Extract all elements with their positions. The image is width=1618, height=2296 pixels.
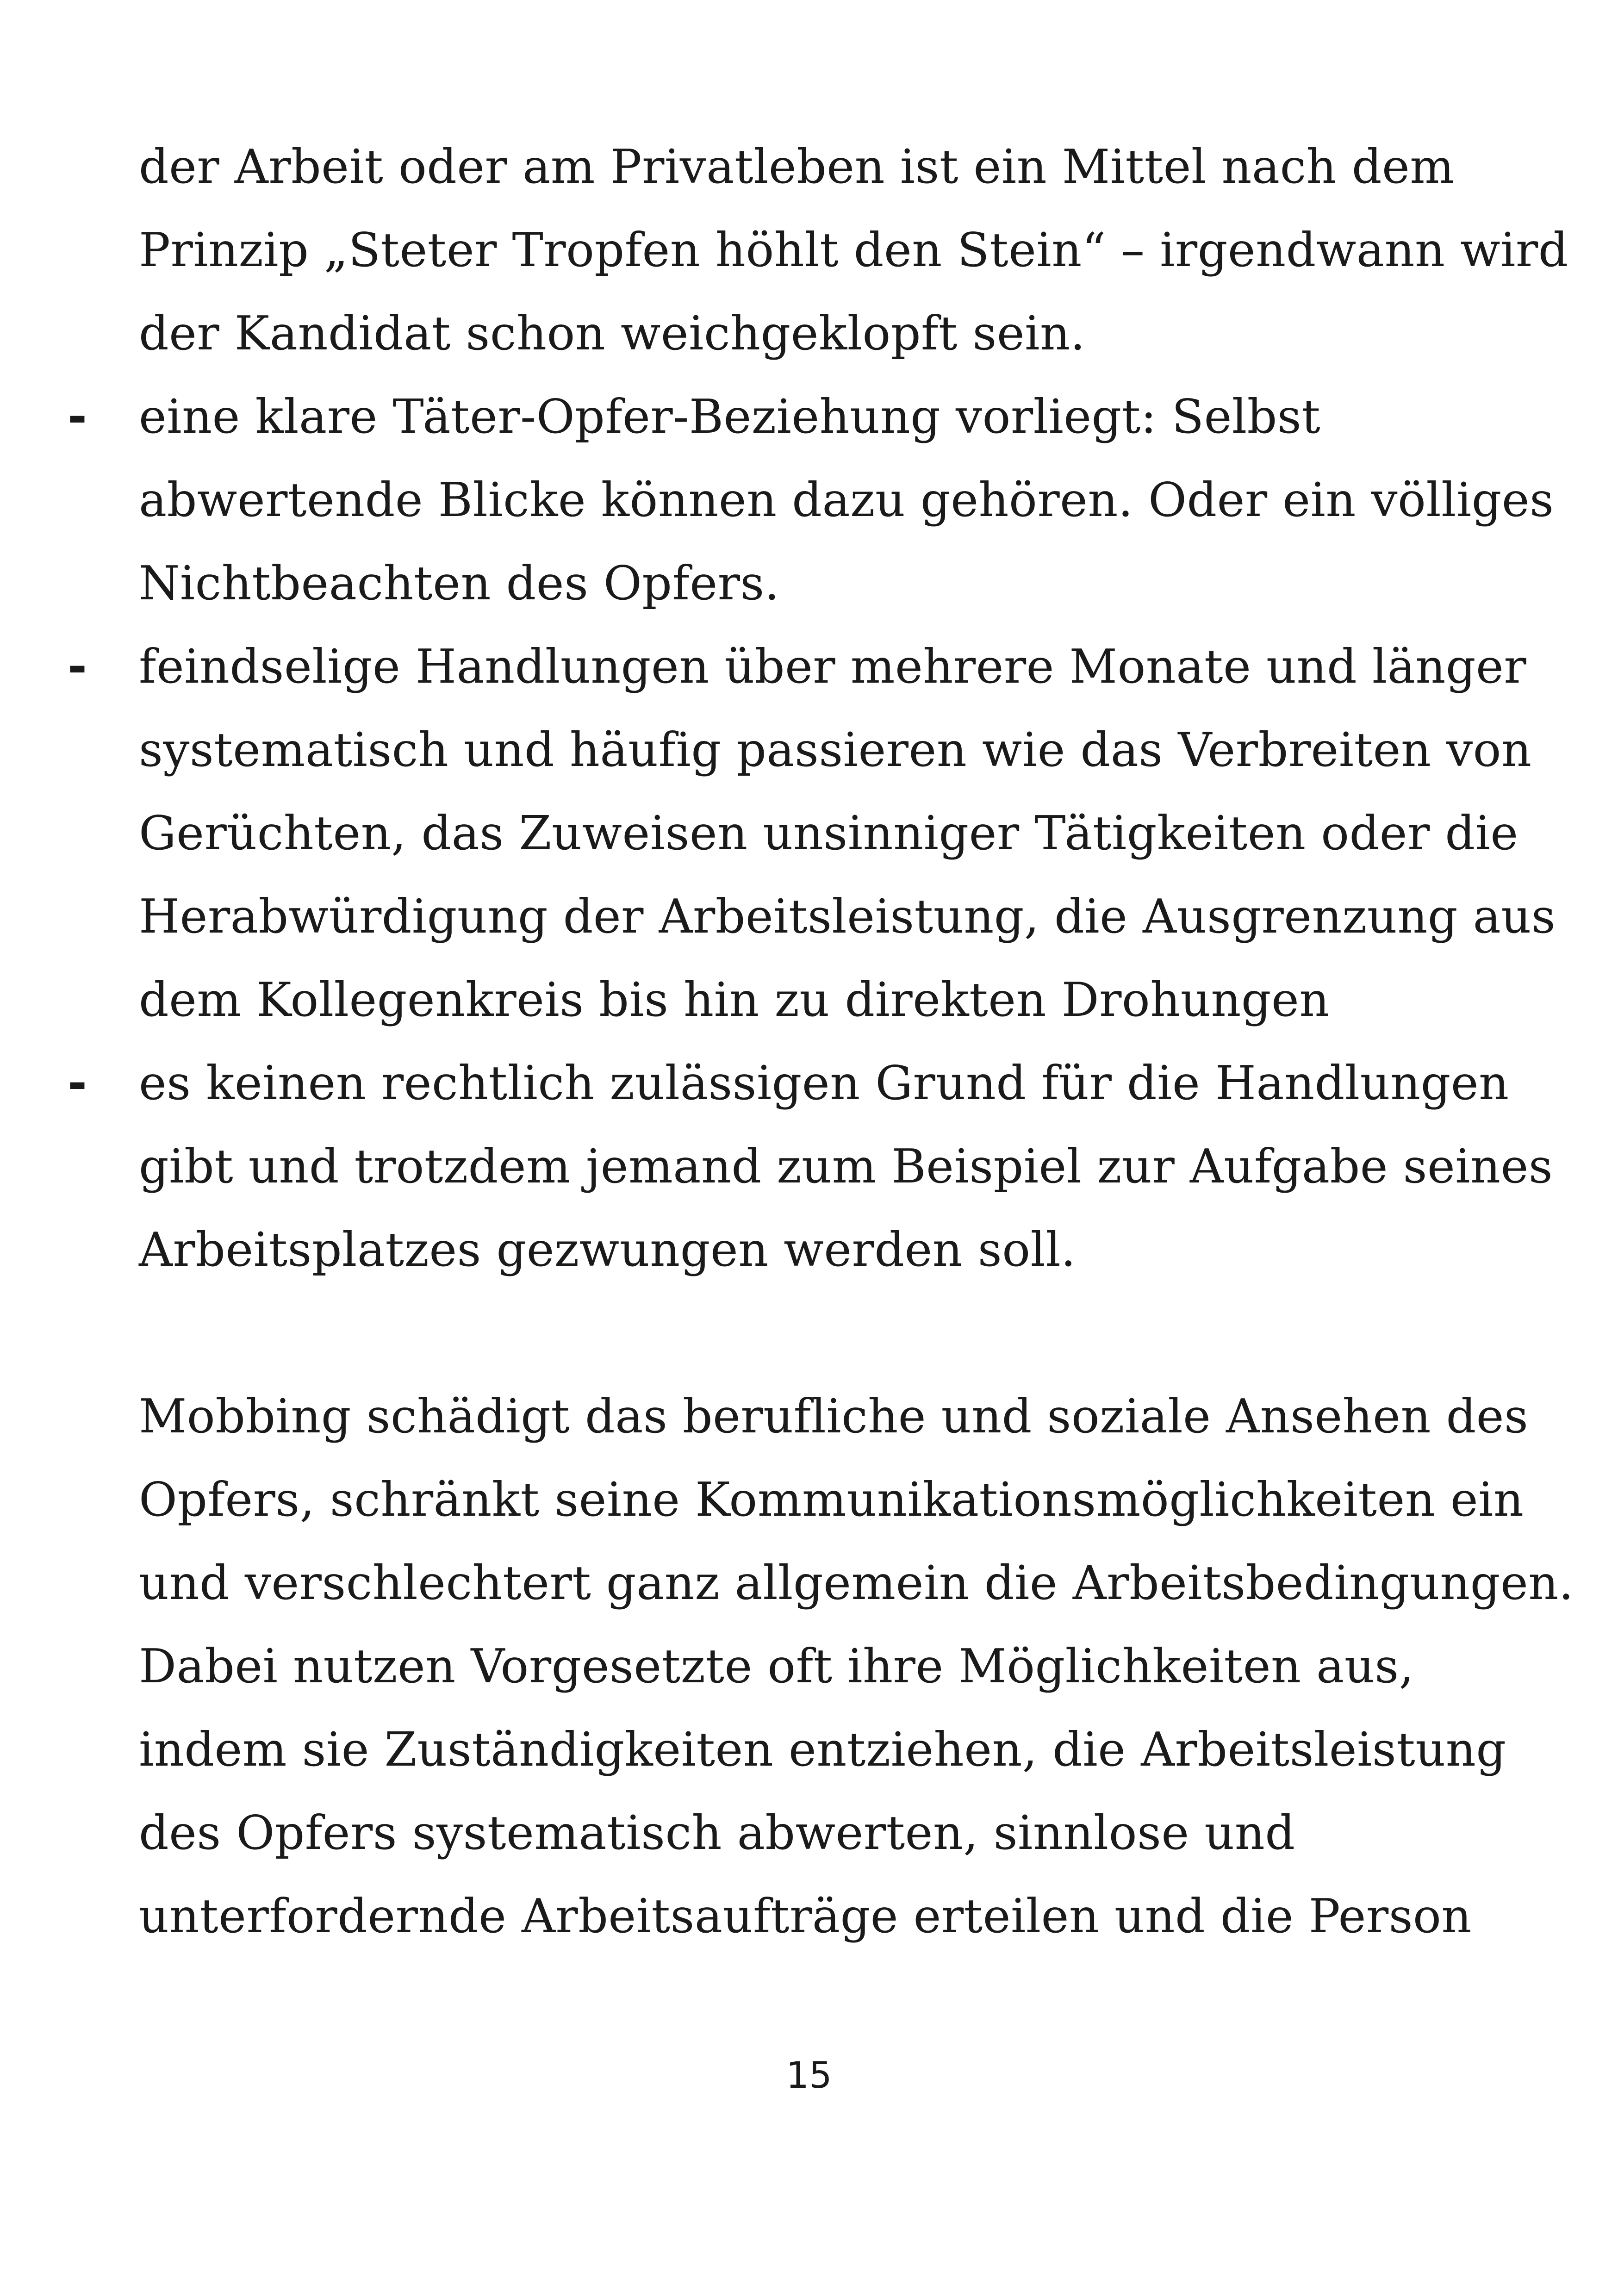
bullet-item [139,625,1556,1041]
text-line: Arbeitsplatzes gezwungen werden soll. [139,1222,1076,1277]
text-line: der Arbeit oder am Privatleben ist ein Mittel nach dem [139,139,1455,194]
text-line: es keinen rechtlich zulässigen Grund für die Handlungen [139,1056,1509,1110]
dash-bullet-marker: - [68,639,87,694]
text-line: Opfers, schränkt seine Kommunikationsmöglichkeiten ein [139,1472,1524,1527]
text-line: Gerüchten, das Zuweisen unsinniger Tätigkeiten oder die [139,806,1518,860]
body-paragraph [139,1375,1574,1958]
text-line: und verschlechtert ganz allgemein die Arbeitsbedingungen. [139,1556,1574,1610]
text-line: gibt und trotzdem jemand zum Beispiel zur Aufgabe seines [139,1139,1553,1194]
bullet-item [139,1041,1553,1291]
text-line: dem Kollegenkreis bis hin zu direkten Drohungen [139,972,1330,1027]
text-line: Mobbing schädigt das berufliche und soziale Ansehen des [139,1389,1529,1444]
continuation-text [139,125,1568,375]
dash-bullet-marker: - [68,1056,87,1110]
text-line: Nichtbeachten des Opfers. [139,556,780,610]
text-line: eine klare Täter-Opfer-Beziehung vorliegt: Selbst [139,389,1321,444]
page-number: 15 [786,2055,832,2097]
text-line: Prinzip „Steter Tropfen höhlt den Stein“ – irgendwann wird [139,223,1568,277]
text-line: abwertende Blicke können dazu gehören. Oder ein völliges [139,473,1554,527]
text-line: feindselige Handlungen über mehrere Monate und länger [139,639,1527,694]
dash-bullet-marker: - [68,389,87,444]
text-line: des Opfers systematisch abwerten, sinnlose und [139,1805,1295,1860]
text-line: systematisch und häufig passieren wie das Verbreiten von [139,722,1532,777]
text-line: Dabei nutzen Vorgesetzte oft ihre Möglichkeiten aus, [139,1639,1414,1693]
text-line: der Kandidat schon weichgeklopft sein. [139,306,1086,361]
text-line: unterfordernde Arbeitsaufträge erteilen und die Person [139,1889,1472,1943]
text-line: indem sie Zuständigkeiten entziehen, die Arbeitsleistung [139,1722,1506,1777]
bullet-item [139,375,1554,625]
text-line: Herabwürdigung der Arbeitsleistung, die Ausgrenzung aus [139,889,1556,944]
